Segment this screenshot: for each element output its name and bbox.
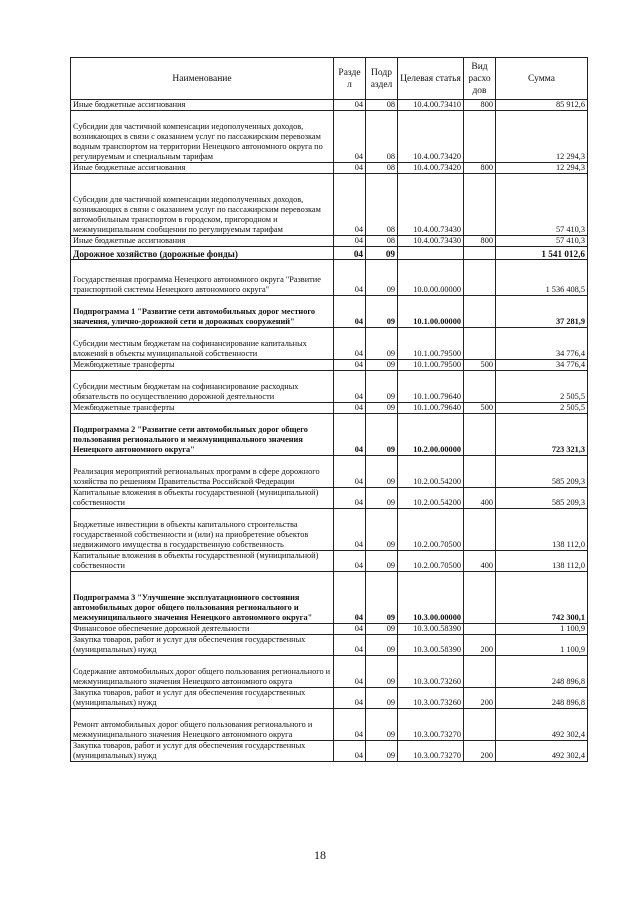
table-row bbox=[71, 236, 588, 247]
row-target: 10.3.00.73270 bbox=[398, 741, 464, 762]
row-name: Капитальные вложения в объекты государственной (муниципальной) собственности bbox=[71, 488, 334, 509]
row-expense-type: 200 bbox=[464, 741, 496, 762]
row-target: 10.1.00.79640 bbox=[398, 371, 464, 403]
row-subsection: 09 bbox=[366, 509, 398, 551]
row-amount: 742 300,1 bbox=[496, 572, 588, 624]
row-amount: 1 100,9 bbox=[496, 624, 588, 635]
row-section: 04 bbox=[334, 572, 366, 624]
row-expense-type bbox=[464, 296, 496, 328]
row-expense-type bbox=[464, 371, 496, 403]
row-section: 04 bbox=[334, 635, 366, 656]
row-subsection: 09 bbox=[366, 403, 398, 414]
row-subsection: 09 bbox=[366, 741, 398, 762]
row-subsection: 09 bbox=[366, 624, 398, 635]
row-amount: 492 302,4 bbox=[496, 741, 588, 762]
row-section: 04 bbox=[334, 688, 366, 709]
row-section: 04 bbox=[334, 328, 366, 360]
row-section: 04 bbox=[334, 403, 366, 414]
row-name: Закупка товаров, работ и услуг для обеспечения государственных (муниципальных) нужд bbox=[71, 635, 334, 656]
row-subsection: 09 bbox=[366, 635, 398, 656]
row-amount: 138 112,0 bbox=[496, 551, 588, 572]
row-expense-type bbox=[464, 247, 496, 260]
row-section: 04 bbox=[334, 296, 366, 328]
row-name: Закупка товаров, работ и услуг для обеспечения государственных (муниципальных) нужд bbox=[71, 741, 334, 762]
row-amount: 12 294,3 bbox=[496, 111, 588, 163]
row-target: 10.4.00.73420 bbox=[398, 111, 464, 163]
row-target: 10.0.00.00000 bbox=[398, 260, 464, 296]
row-amount: 138 112,0 bbox=[496, 509, 588, 551]
row-expense-type bbox=[464, 624, 496, 635]
row-amount: 1 100,9 bbox=[496, 635, 588, 656]
row-subsection: 09 bbox=[366, 360, 398, 371]
row-amount: 585 209,3 bbox=[496, 488, 588, 509]
row-amount: 2 505,5 bbox=[496, 403, 588, 414]
row-subsection: 08 bbox=[366, 236, 398, 247]
row-name: Бюджетные инвестиции в объекты капитального строительства государственной собственности и (или) на приобретение объектов недвижимого имущества в государственную собственность bbox=[71, 509, 334, 551]
row-target: 10.2.00.70500 bbox=[398, 509, 464, 551]
row-target: 10.3.00.73270 bbox=[398, 709, 464, 741]
row-target: 10.3.00.73260 bbox=[398, 656, 464, 688]
table-row bbox=[71, 656, 588, 688]
row-section: 04 bbox=[334, 709, 366, 741]
table-row bbox=[71, 260, 588, 296]
row-section: 04 bbox=[334, 111, 366, 163]
row-name: Субсидии местным бюджетам на софинансирование капитальных вложений в объекты муниципальной собственности bbox=[71, 328, 334, 360]
row-amount: 57 410,3 bbox=[496, 174, 588, 236]
row-section: 04 bbox=[334, 624, 366, 635]
row-target: 10.3.00.73260 bbox=[398, 688, 464, 709]
row-section: 04 bbox=[334, 509, 366, 551]
table-row bbox=[71, 456, 588, 488]
table-header-row bbox=[71, 58, 588, 100]
row-name: Иные бюджетные ассигнования bbox=[71, 100, 334, 111]
row-target: 10.1.00.79500 bbox=[398, 360, 464, 371]
row-section: 04 bbox=[334, 247, 366, 260]
row-subsection: 08 bbox=[366, 174, 398, 236]
row-expense-type bbox=[464, 328, 496, 360]
row-name: Реализация мероприятий региональных программ в сфере дорожного хозяйства по решениям Правительства Российской Федерации bbox=[71, 456, 334, 488]
row-amount: 248 896,8 bbox=[496, 688, 588, 709]
row-amount: 37 281,9 bbox=[496, 296, 588, 328]
row-subsection: 09 bbox=[366, 572, 398, 624]
table-row bbox=[71, 709, 588, 741]
row-name: Закупка товаров, работ и услуг для обеспечения государственных (муниципальных) нужд bbox=[71, 688, 334, 709]
row-amount: 585 209,3 bbox=[496, 456, 588, 488]
header-expense-type: Вид расхо дов bbox=[464, 58, 496, 100]
row-subsection: 09 bbox=[366, 688, 398, 709]
row-expense-type bbox=[464, 111, 496, 163]
row-subsection: 09 bbox=[366, 328, 398, 360]
table-row bbox=[71, 360, 588, 371]
row-subsection: 09 bbox=[366, 456, 398, 488]
row-expense-type bbox=[464, 260, 496, 296]
row-expense-type bbox=[464, 709, 496, 741]
row-subsection: 09 bbox=[366, 296, 398, 328]
table-row bbox=[71, 551, 588, 572]
row-amount: 57 410,3 bbox=[496, 236, 588, 247]
row-subsection: 09 bbox=[366, 488, 398, 509]
header-amount: Сумма bbox=[496, 58, 588, 100]
table-row bbox=[71, 296, 588, 328]
row-name: Межбюджетные трансферты bbox=[71, 360, 334, 371]
row-amount: 34 776,4 bbox=[496, 328, 588, 360]
page-number: 18 bbox=[314, 848, 326, 862]
row-target: 10.2.00.54200 bbox=[398, 488, 464, 509]
row-expense-type: 500 bbox=[464, 360, 496, 371]
row-target: 10.4.00.73430 bbox=[398, 236, 464, 247]
row-subsection: 09 bbox=[366, 247, 398, 260]
row-name: Иные бюджетные ассигнования bbox=[71, 236, 334, 247]
row-section: 04 bbox=[334, 360, 366, 371]
row-section: 04 bbox=[334, 163, 366, 174]
row-name: Дорожное хозяйство (дорожные фонды) bbox=[71, 247, 334, 260]
row-target: 10.2.00.70500 bbox=[398, 551, 464, 572]
table-row bbox=[71, 100, 588, 111]
table-row bbox=[71, 488, 588, 509]
row-section: 04 bbox=[334, 488, 366, 509]
table-row bbox=[71, 635, 588, 656]
row-section: 04 bbox=[334, 456, 366, 488]
row-amount: 1 541 012,6 bbox=[496, 247, 588, 260]
row-section: 04 bbox=[334, 174, 366, 236]
table-row bbox=[71, 624, 588, 635]
row-name: Субсидии для частичной компенсации недополученных доходов, возникающих в связи с оказанием услуг по пассажирским перевозкам водным транспортом на территории Ненецкого автономного округа по регулируемым и специальным тарифам bbox=[71, 111, 334, 163]
table-row bbox=[71, 174, 588, 236]
row-target: 10.3.00.00000 bbox=[398, 572, 464, 624]
row-amount: 85 912,6 bbox=[496, 100, 588, 111]
row-section: 04 bbox=[334, 236, 366, 247]
row-expense-type: 800 bbox=[464, 100, 496, 111]
table-row bbox=[71, 371, 588, 403]
row-subsection: 08 bbox=[366, 100, 398, 111]
row-section: 04 bbox=[334, 741, 366, 762]
row-name: Субсидии для частичной компенсации недополученных доходов, возникающих в связи с оказанием услуг по пассажирским перевозкам автомобильным транспортом в городском, пригородном и межмуниципальном сообщении по регулируемым тарифам bbox=[71, 174, 334, 236]
row-expense-type: 500 bbox=[464, 403, 496, 414]
row-name: Подпрограмма 1 "Развитие сети автомобильных дорог местного значения, улично-дорожной сети и дорожных сооружений" bbox=[71, 296, 334, 328]
table-row bbox=[71, 509, 588, 551]
row-name: Финансовое обеспечение дорожной деятельности bbox=[71, 624, 334, 635]
row-subsection: 09 bbox=[366, 414, 398, 456]
table-row bbox=[71, 688, 588, 709]
row-section: 04 bbox=[334, 414, 366, 456]
table-row bbox=[71, 328, 588, 360]
row-name: Капитальные вложения в объекты государственной (муниципальной) собственности bbox=[71, 551, 334, 572]
row-name: Ремонт автомобильных дорог общего пользования регионального и межмуниципального значения Ненецкого автономного округа bbox=[71, 709, 334, 741]
row-expense-type bbox=[464, 174, 496, 236]
header-section: Разде л bbox=[334, 58, 366, 100]
row-subsection: 08 bbox=[366, 111, 398, 163]
row-expense-type: 400 bbox=[464, 488, 496, 509]
row-name: Подпрограмма 2 "Развитие сети автомобильных дорог общего пользования регионального и межмуниципального значения Ненецкого автономного округа" bbox=[71, 414, 334, 456]
row-target: 10.3.00.58390 bbox=[398, 635, 464, 656]
row-expense-type: 200 bbox=[464, 688, 496, 709]
row-section: 04 bbox=[334, 551, 366, 572]
header-subsection: Подр аздел bbox=[366, 58, 398, 100]
row-name: Межбюджетные трансферты bbox=[71, 403, 334, 414]
row-target: 10.3.00.58390 bbox=[398, 624, 464, 635]
row-expense-type bbox=[464, 414, 496, 456]
row-target bbox=[398, 247, 464, 260]
row-section: 04 bbox=[334, 371, 366, 403]
row-amount: 2 505,5 bbox=[496, 371, 588, 403]
row-subsection: 09 bbox=[366, 709, 398, 741]
row-target: 10.1.00.00000 bbox=[398, 296, 464, 328]
row-target: 10.2.00.00000 bbox=[398, 414, 464, 456]
table-row bbox=[71, 572, 588, 624]
table-row bbox=[71, 414, 588, 456]
row-target: 10.1.00.79500 bbox=[398, 328, 464, 360]
row-subsection: 09 bbox=[366, 260, 398, 296]
row-expense-type bbox=[464, 656, 496, 688]
row-section: 04 bbox=[334, 100, 366, 111]
row-expense-type: 400 bbox=[464, 551, 496, 572]
table-row bbox=[71, 403, 588, 414]
table-row bbox=[71, 247, 588, 260]
row-target: 10.1.00.79640 bbox=[398, 403, 464, 414]
row-subsection: 08 bbox=[366, 163, 398, 174]
header-target: Целевая статья bbox=[398, 58, 464, 100]
row-target: 10.2.00.54200 bbox=[398, 456, 464, 488]
row-name: Государственная программа Ненецкого автономного округа "Развитие транспортной системы Ненецкого автономного округа" bbox=[71, 260, 334, 296]
row-target: 10.4.00.73430 bbox=[398, 174, 464, 236]
row-expense-type: 200 bbox=[464, 635, 496, 656]
table-row bbox=[71, 163, 588, 174]
row-section: 04 bbox=[334, 656, 366, 688]
row-amount: 12 294,3 bbox=[496, 163, 588, 174]
row-target: 10.4.00.73420 bbox=[398, 163, 464, 174]
row-amount: 492 302,4 bbox=[496, 709, 588, 741]
row-expense-type: 800 bbox=[464, 236, 496, 247]
row-amount: 248 896,8 bbox=[496, 656, 588, 688]
budget-table bbox=[70, 57, 588, 762]
row-amount: 1 536 408,5 bbox=[496, 260, 588, 296]
row-subsection: 09 bbox=[366, 656, 398, 688]
row-expense-type bbox=[464, 456, 496, 488]
row-expense-type: 800 bbox=[464, 163, 496, 174]
row-target: 10.4.00.73410 bbox=[398, 100, 464, 111]
table-row bbox=[71, 741, 588, 762]
table-row bbox=[71, 111, 588, 163]
row-section: 04 bbox=[334, 260, 366, 296]
table-body bbox=[71, 100, 588, 762]
header-name: Наименование bbox=[71, 58, 334, 100]
row-name: Субсидии местным бюджетам на софинансирование расходных обязательств по осуществлению дорожной деятельности bbox=[71, 371, 334, 403]
row-subsection: 09 bbox=[366, 371, 398, 403]
row-expense-type bbox=[464, 509, 496, 551]
row-name: Подпрограмма 3 "Улучшение эксплуатационного состояния автомобильных дорог общего пользования регионального и межмуниципального значения Ненецкого автономного округа" bbox=[71, 572, 334, 624]
row-amount: 34 776,4 bbox=[496, 360, 588, 371]
row-amount: 723 321,3 bbox=[496, 414, 588, 456]
row-subsection: 09 bbox=[366, 551, 398, 572]
row-name: Иные бюджетные ассигнования bbox=[71, 163, 334, 174]
row-name: Содержание автомобильных дорог общего пользования регионального и межмуниципального значения Ненецкого автономного округа bbox=[71, 656, 334, 688]
row-expense-type bbox=[464, 572, 496, 624]
